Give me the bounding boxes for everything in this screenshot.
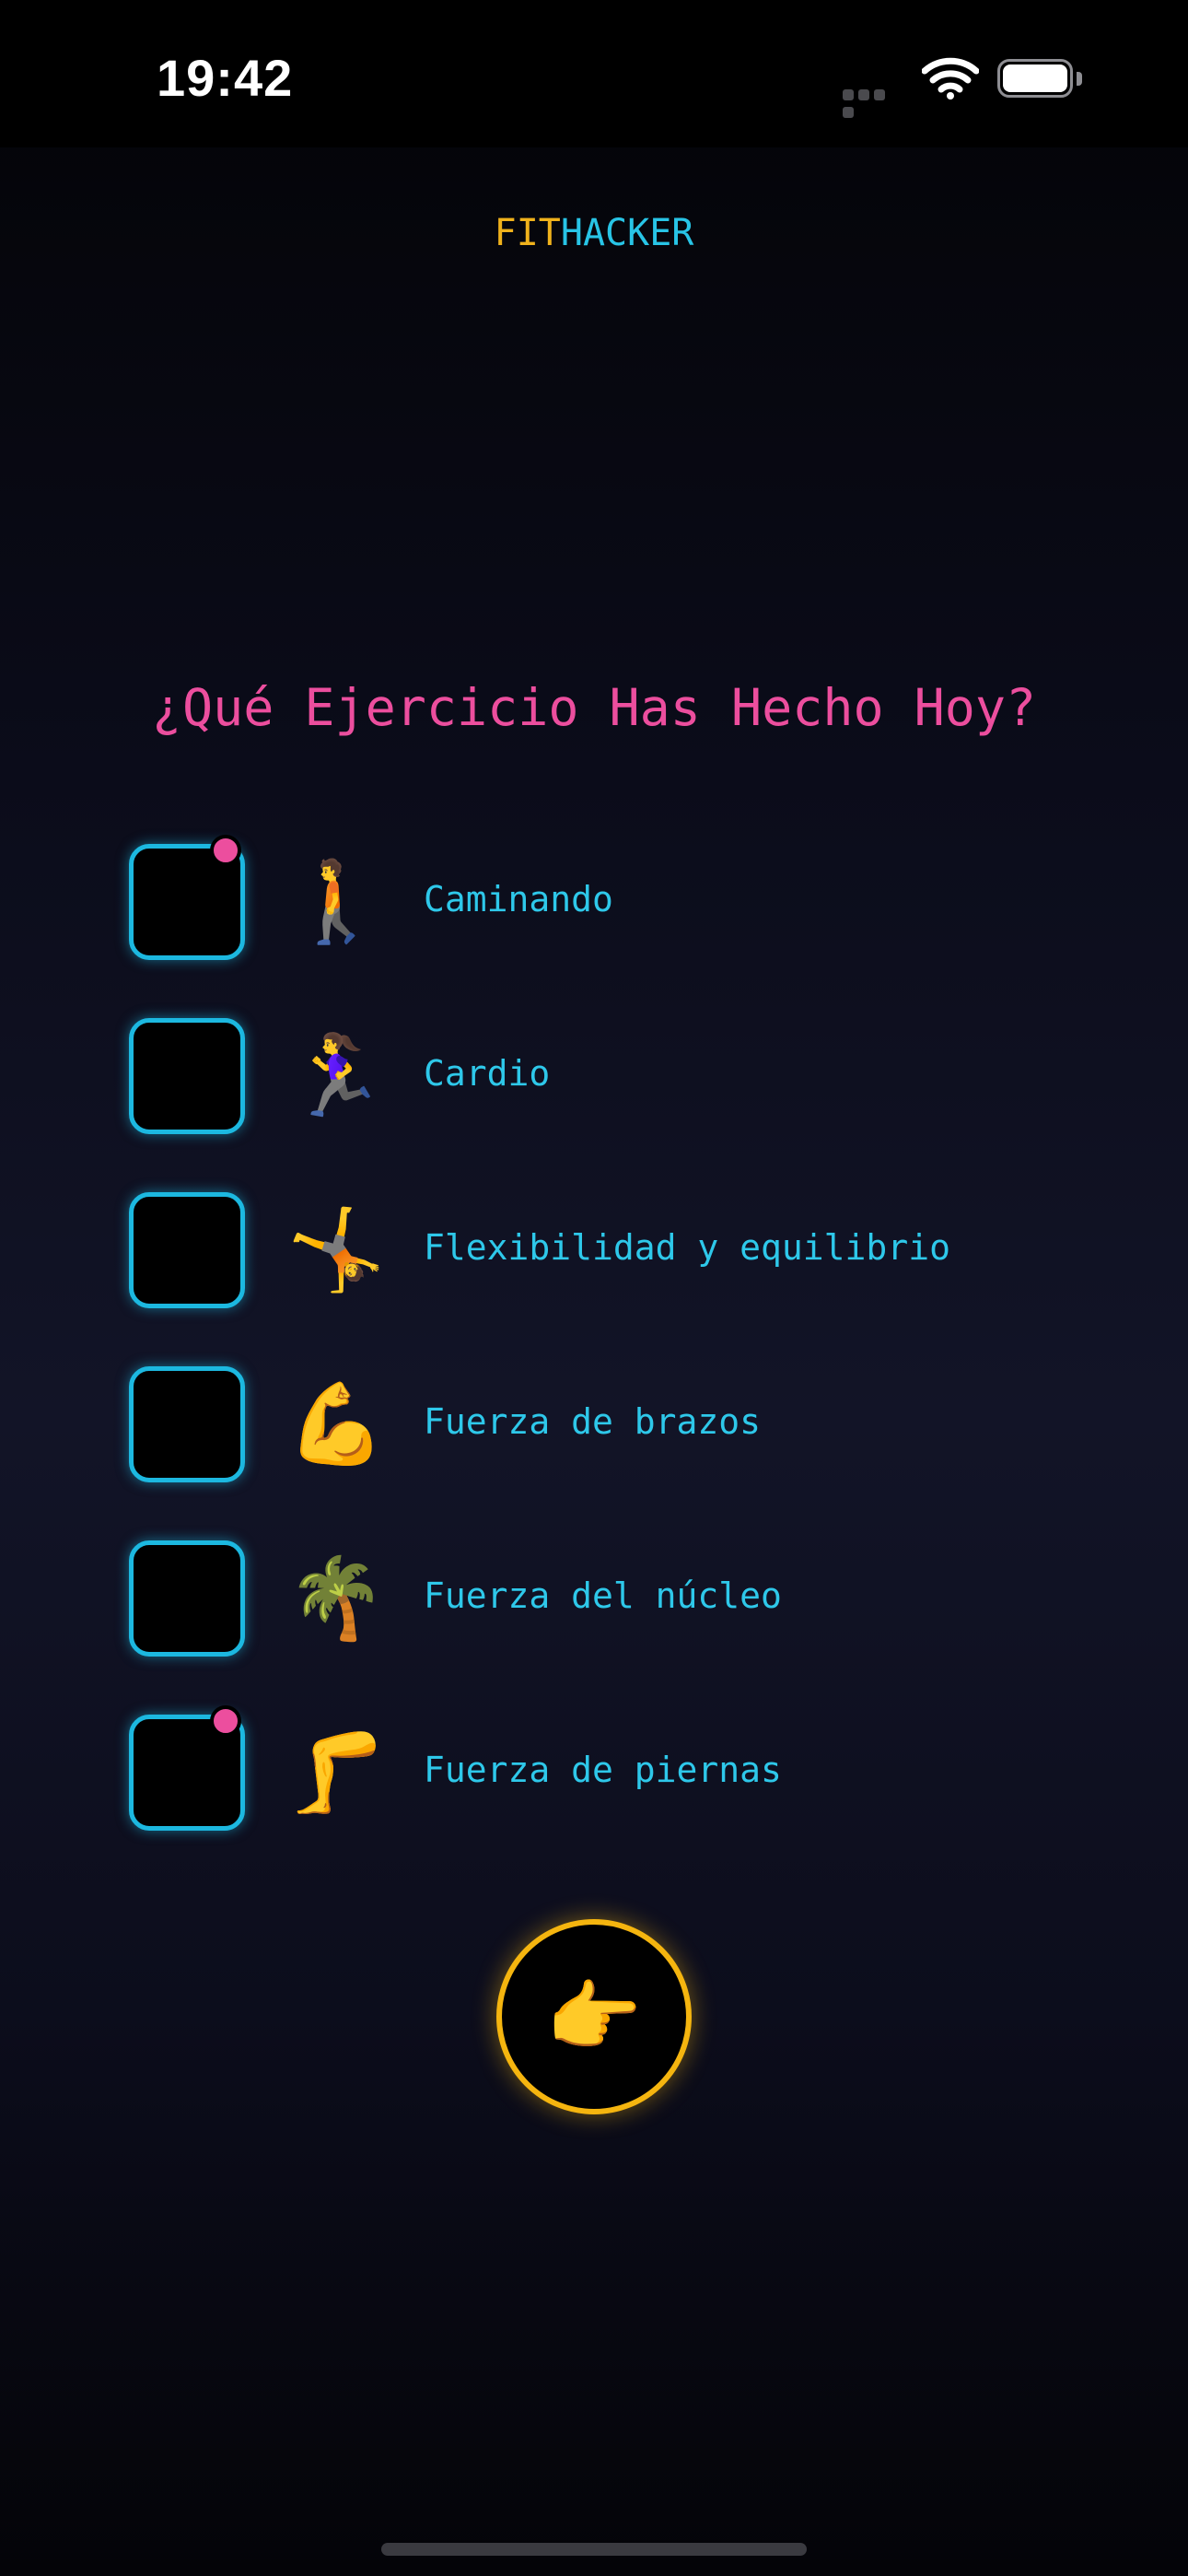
walking-person-icon: 🚶 bbox=[286, 856, 386, 948]
wifi-icon bbox=[922, 57, 979, 100]
notification-dot bbox=[210, 835, 241, 866]
page-title: ¿Qué Ejercicio Has Hecho Hoy? bbox=[151, 678, 1037, 737]
exercise-label[interactable]: Fuerza de piernas bbox=[424, 1750, 782, 1790]
cartwheel-person-icon: 🤸 bbox=[286, 1204, 386, 1296]
exercise-row-brazos[interactable] bbox=[129, 1366, 1050, 1482]
cellular-signal-icon bbox=[843, 87, 903, 98]
battery-icon bbox=[997, 59, 1086, 100]
palm-tree-icon: 🌴 bbox=[286, 1552, 386, 1645]
checkbox-nucleo[interactable] bbox=[129, 1540, 245, 1657]
running-person-icon: 🏃‍♀️ bbox=[286, 1030, 386, 1122]
leg-icon: 🦵 bbox=[286, 1727, 386, 1819]
home-indicator[interactable] bbox=[381, 2543, 807, 2556]
checkbox-cardio[interactable] bbox=[129, 1018, 245, 1134]
brand-hacker: HACKER bbox=[560, 212, 694, 254]
exercise-label[interactable]: Cardio bbox=[424, 1053, 551, 1094]
exercise-row-piernas[interactable] bbox=[129, 1715, 1050, 1831]
exercise-label[interactable]: Fuerza del núcleo bbox=[424, 1575, 782, 1616]
next-button[interactable] bbox=[496, 1919, 692, 2114]
app-logo bbox=[0, 212, 1188, 254]
exercise-label[interactable]: Flexibilidad y equilibrio bbox=[424, 1227, 950, 1268]
flexed-biceps-icon: 💪 bbox=[286, 1378, 386, 1470]
exercise-label[interactable]: Fuerza de brazos bbox=[424, 1401, 762, 1442]
status-time: 19:42 bbox=[157, 49, 294, 107]
exercise-label[interactable]: Caminando bbox=[424, 879, 613, 919]
checkbox-flexibilidad[interactable] bbox=[129, 1192, 245, 1308]
exercise-row-flexibilidad[interactable] bbox=[129, 1192, 1050, 1308]
exercise-row-caminando[interactable] bbox=[129, 844, 1050, 960]
exercise-row-nucleo[interactable] bbox=[129, 1540, 1050, 1657]
notification-dot bbox=[210, 1705, 241, 1737]
pointing-right-hand-icon: 👉 bbox=[545, 1972, 643, 2062]
checkbox-brazos[interactable] bbox=[129, 1366, 245, 1482]
exercise-row-cardio[interactable] bbox=[129, 1018, 1050, 1134]
brand-fit: FIT bbox=[494, 212, 561, 254]
status-bar bbox=[0, 0, 1188, 147]
